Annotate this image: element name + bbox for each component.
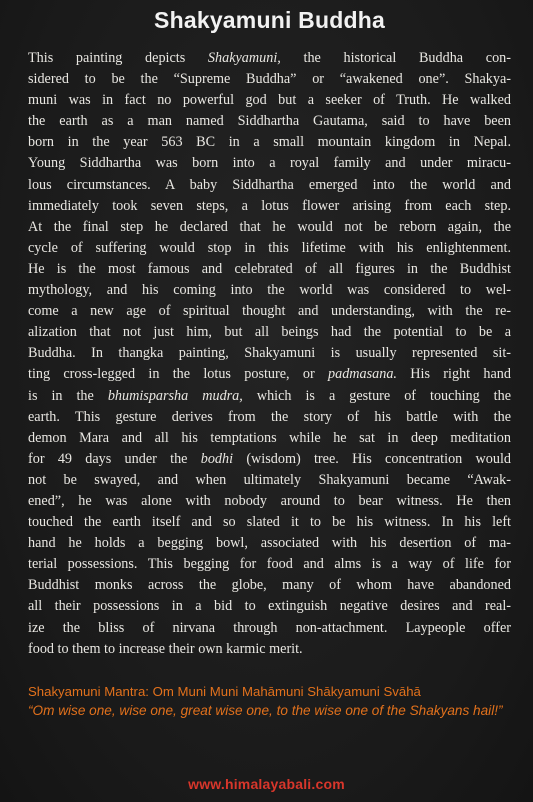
paragraph-line: all their possessions in a bid to extinguish negative desires and real- <box>28 598 511 615</box>
italic-term: bhumisparsha mudra, <box>107 387 243 404</box>
paragraph-line: cycle of suffering would stop in this lifetime with his enlightenment. <box>28 239 511 256</box>
paragraph-line: earth. This gesture derives from the story of his battle with the <box>28 408 511 425</box>
paragraph-line: At the final step he declared that he would not be reborn again, the <box>28 218 511 235</box>
mantra-translation: “Om wise one, wise one, great wise one, to the wise one of the Shakyans hail!” <box>28 702 503 718</box>
paragraph-line: for 49 days under the bodhi (wisdom) tree. His concentration would <box>28 450 511 467</box>
paragraph-line: food to them to increase their own karmic merit. <box>28 640 303 657</box>
paragraph-line: immediately took seven steps, a lotus flower arising from each step. <box>28 197 511 214</box>
paragraph-line: Buddhist monks across the globe, many of whom have abandoned <box>28 577 511 594</box>
paragraph-line: ened”, he was alone with nobody around to bear witness. He then <box>28 492 511 509</box>
paragraph-line: Buddha. In thangka painting, Shakyamuni is usually represented sit- <box>28 345 511 362</box>
paragraph-line: sidered to be the “Supreme Buddha” or “awakened one”. Shakya- <box>28 71 511 88</box>
paragraph-line: is in the bhumisparsha mudra, which is a gesture of touching the <box>28 387 511 404</box>
paragraph-line: born in the year 563 BC in a small mountain kingdom in Nepal. <box>28 134 511 151</box>
paragraph-line: ting cross-legged in the lotus posture, or padmasana. His right hand <box>28 366 511 383</box>
italic-term: bodhi <box>200 450 234 467</box>
paragraph-line: He is the most famous and celebrated of all figures in the Buddhist <box>28 260 511 277</box>
paragraph-line: ize the bliss of nirvana through non-attachment. Laypeople offer <box>28 619 511 636</box>
paragraph-line: muni was in fact no powerful god but a seeker of Truth. He walked <box>28 92 511 109</box>
paragraph-line: come a new age of spiritual thought and understanding, with the re- <box>28 303 511 320</box>
paragraph-line: not be swayed, and when ultimately Shakyamuni became “Awak- <box>28 471 511 488</box>
paragraph-line: touched the earth itself and so slated it to be his witness. In his left <box>28 514 511 531</box>
italic-term: padmasana. <box>328 366 397 383</box>
paragraph-line: terial possessions. This begging for food and alms is a way of life for <box>28 556 511 573</box>
paragraph-line: lous circumstances. A baby Siddhartha emerged into the world and <box>28 176 511 193</box>
website-url: www.himalayabali.com <box>188 776 345 792</box>
italic-term: Shakyamuni, <box>207 50 281 66</box>
paragraph-line: Young Siddhartha was born into a royal family and under miracu- <box>28 155 511 172</box>
paragraph-line: alization that not just him, but all beings had the potential to be a <box>28 324 511 341</box>
paragraph-line: demon Mara and all his temptations while he sat in deep meditation <box>28 429 511 446</box>
paragraph-line: This painting depicts Shakyamuni, the historical Buddha con- <box>28 50 511 66</box>
mantra-line: Shakyamuni Mantra: Om Muni Muni Mahāmuni Shākyamuni Svāhā <box>28 683 421 699</box>
paragraph-line: mythology, and his coming into the world was considered to wel- <box>28 282 511 299</box>
paragraph-line: the earth as a man named Siddhartha Gautama, said to have been <box>28 113 511 130</box>
description-paragraph <box>28 48 511 660</box>
page-title: Shakyamuni Buddha <box>154 7 385 33</box>
paragraph-line: hand he holds a begging bowl, associated with his desertion of ma- <box>28 535 511 552</box>
